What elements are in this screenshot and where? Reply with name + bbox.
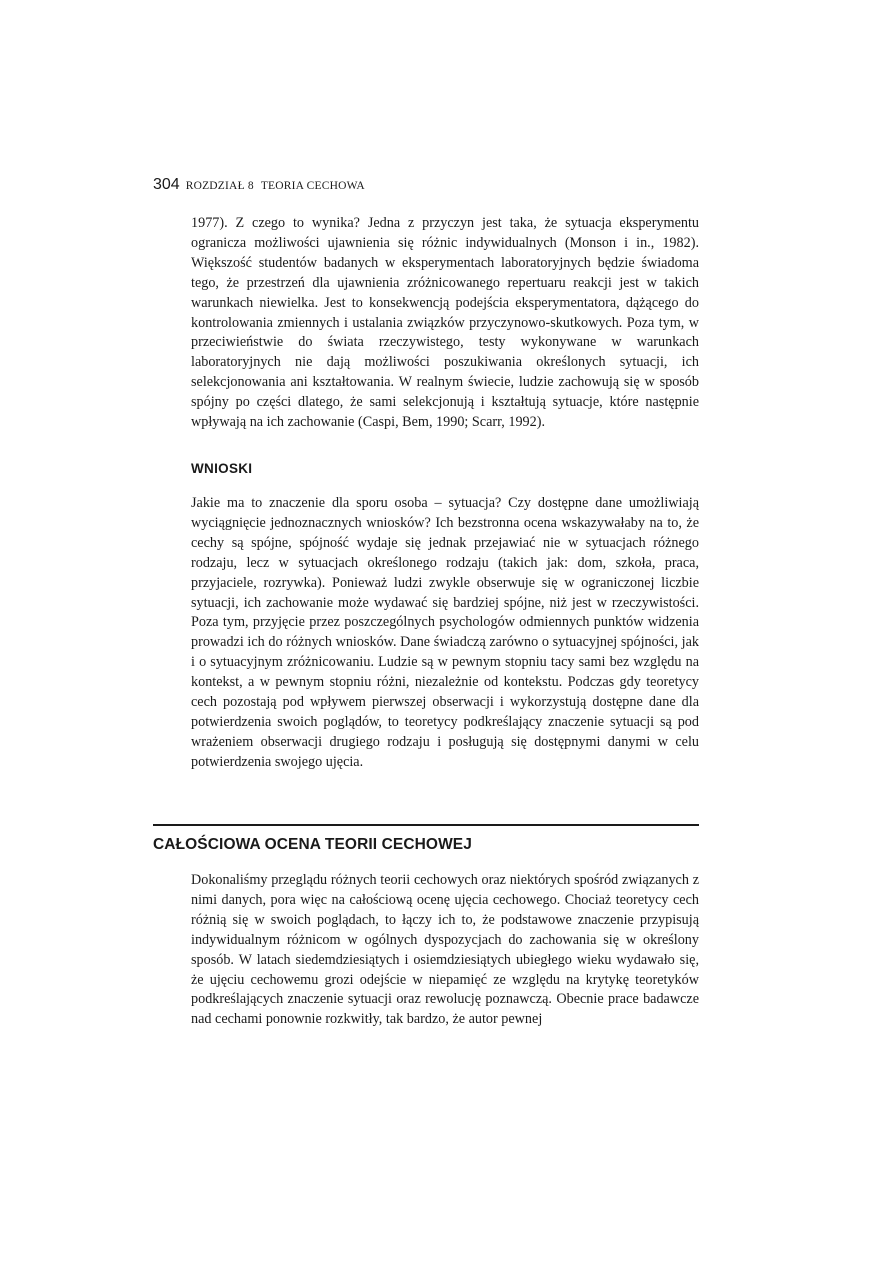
- conclusions-paragraph: Jakie ma to znaczenie dla sporu osoba – sytuacja? Czy dostępne dane umożliwiają wyciągnięcie jednoznacznych wniosków? Ich bezstronna ocena wskazywałaby na to, że cechy są spójne, spójność wydaje się jednak przejawiać nie w sytuacjach różnego rodzaju, lecz w sytuacjach określonego rodzaju (takich jak: dom, szkoła, praca, przyjaciele, rozrywka). Ponieważ ludzi zwykle obserwuje się w ograniczonej liczbie sytuacji, ich zachowanie może wydawać się bardziej spójne, niż jest w rzeczywistości. Poza tym, przyjęcie przez poszczególnych psychologów odmiennych punktów widzenia prowadzi ich do różnych wniosków. Dane świadczą zarówno o sytuacyjnej spójności, jak i o sytuacyjnym zróżnicowaniu. Ludzie są w pewnym stopniu tacy sami bez względu na kontekst, a w pewnym stopniu różni, niezależnie od kontekstu. Podczas gdy teoretycy cech pozostają pod wpływem pierwszej obserwacji i wykorzystują dostępne dane dla potwierdzenia swoich poglądów, to teoretycy podkreślający znaczenie sytuacji są pod wrażeniem obserwacji drugiego rodzaju i posługują się dostępnymi danymi w celu potwierdzenia swojego ujęcia.: [191, 495, 699, 770]
- running-header: [153, 176, 365, 194]
- chapter-title: TEORIA CECHOWA: [260, 180, 365, 192]
- conclusions-heading: WNIOSKI: [191, 461, 253, 476]
- page-number: 304: [153, 176, 180, 193]
- section-heading: CAŁOŚCIOWA OCENA TEORII CECHOWEJ: [153, 836, 472, 853]
- chapter-label: ROZDZIAŁ 8: [185, 180, 254, 192]
- section-divider: [153, 824, 699, 826]
- intro-paragraph: 1977). Z czego to wynika? Jedna z przyczyn jest taka, że sytuacja eksperymentu ogranicza możliwości ujawnienia się różnic indywidualnych (Monson i in., 1982). Większość studentów badanych w eksperymentach laboratoryjnych będzie świadoma tego, że przestrzeń dla ujawnienia zróżnicowanego repertuaru reakcji jest w takich warunkach niewielka. Jest to konsekwencją podejścia eksperymentatora, dążącego do kontrolowania zmiennych i ustalania związków przyczynowo-skutkowych. Poza tym, w przeciwieństwie do świata rzeczywistego, testy wykonywane w warunkach laboratoryjnych nie dają możliwości poszukiwania określonych sytuacji, ich selekcjonowania ani kształtowania. W realnym świecie, ludzie zachowują się w sposób spójny po części dlatego, że sami selekcjonują i kształtują sytuacje, które następnie wpływają na ich zachowanie (Caspi, Bem, 1990; Scarr, 1992).: [191, 215, 699, 431]
- overall-assessment-paragraph: Dokonaliśmy przeglądu różnych teorii cechowych oraz niektórych spośród związanych z nimi danych, pora więc na całościową ocenę ujęcia cechowego. Chociaż teoretycy cech różnią się w swoich poglądach, to łączy ich to, że podstawowe znaczenie przypisują indywidualnym różnicom w ogólnych dyspozycjach do zachowania się w określony sposób. W latach siedemdziesiątych i osiemdziesiątych ubiegłego wieku wydawało się, że ujęciu cechowemu grozi odejście w niepamięć ze względu na krytykę teoretyków podkreślających znaczenie sytuacji oraz rewolucję poznawczą. Obecnie prace badawcze nad cechami ponownie rozkwitły, tak bardzo, że autor pewnej: [191, 872, 699, 1028]
